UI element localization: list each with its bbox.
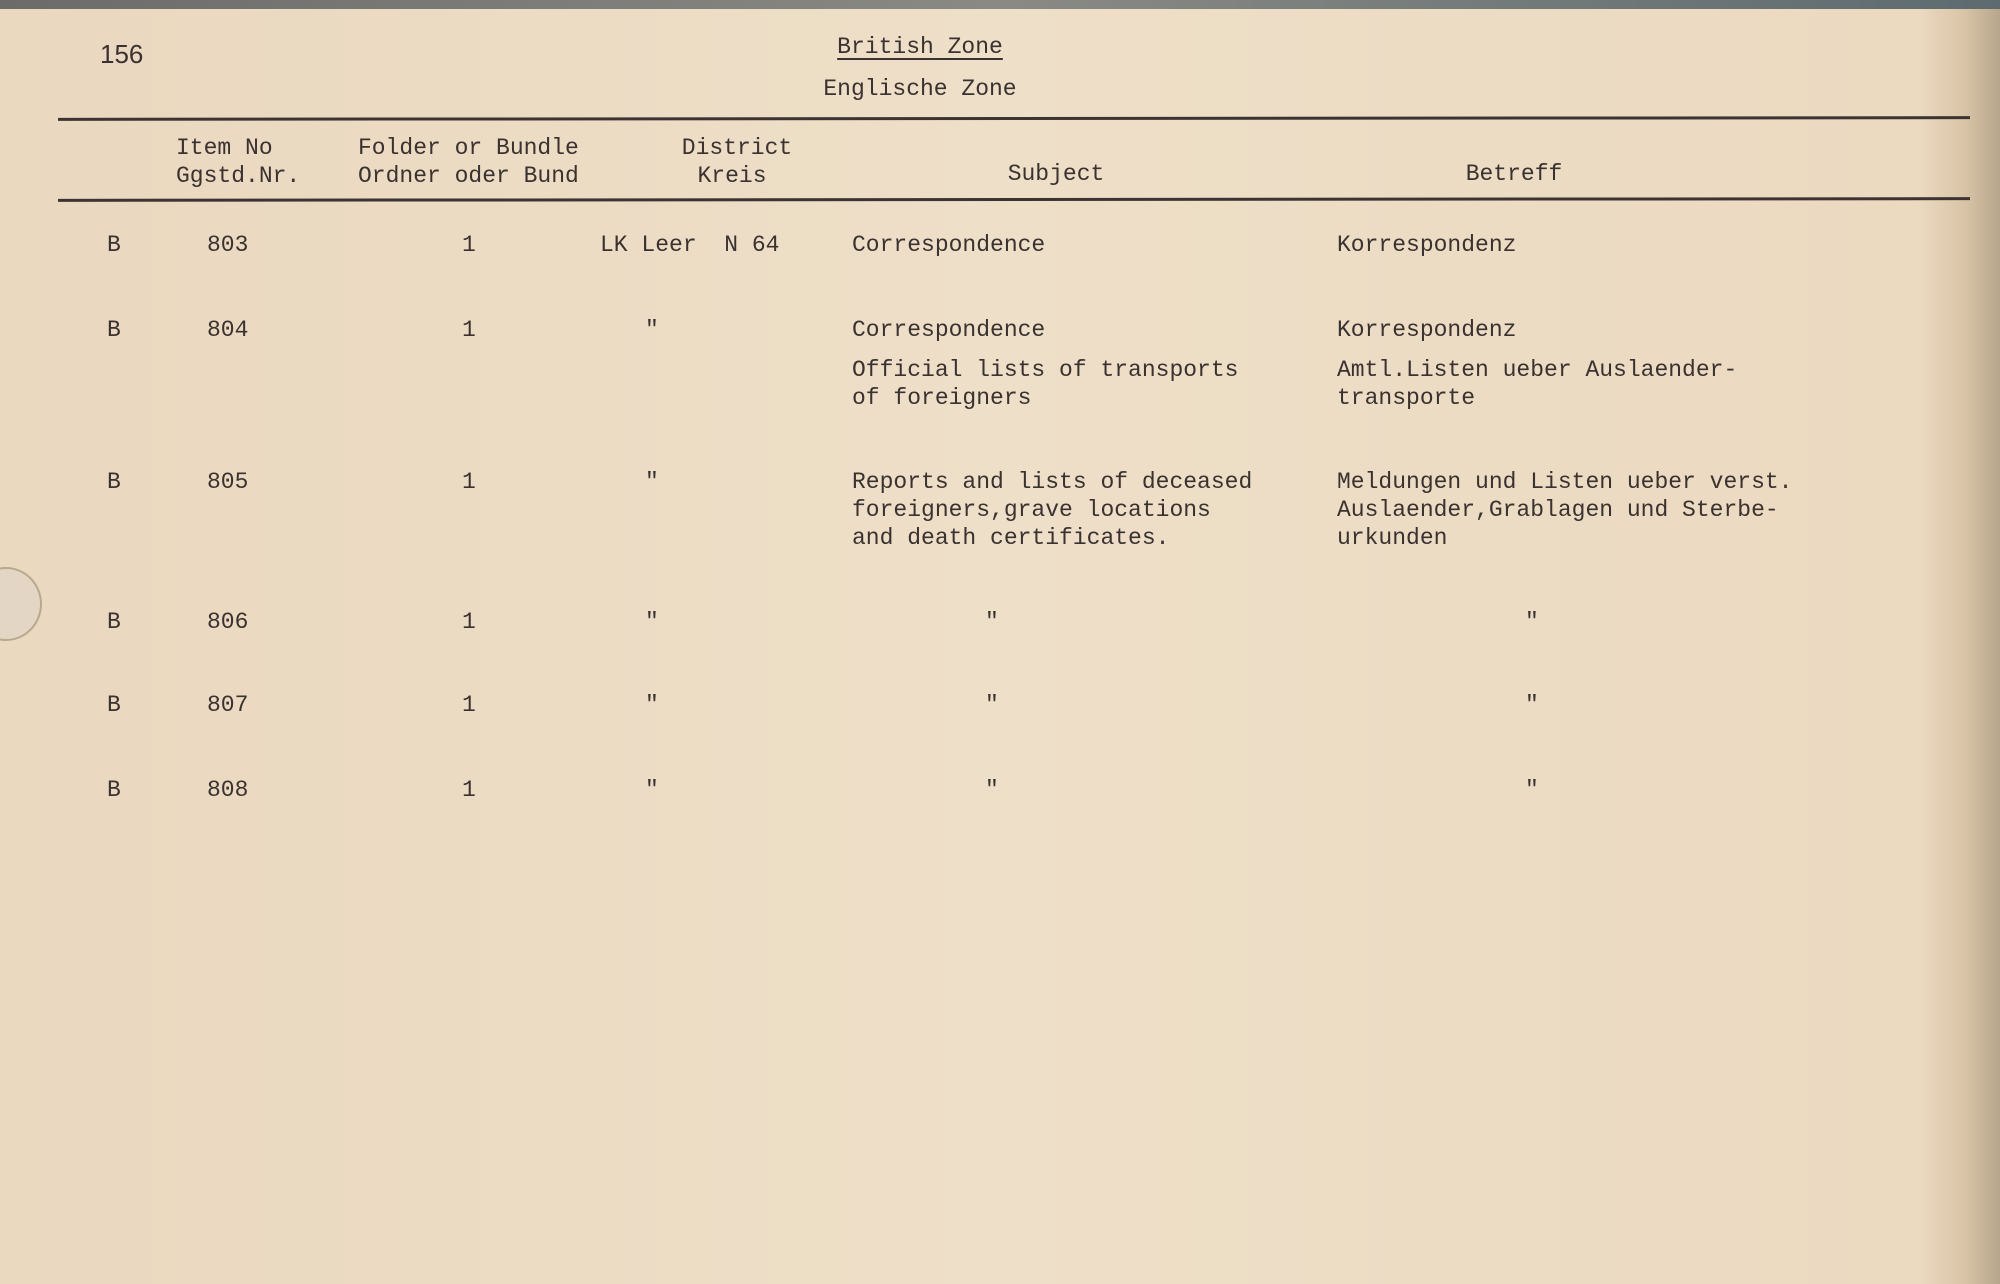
row-item-number: 806 bbox=[207, 609, 249, 635]
header-folder-de: Ordner oder Bund bbox=[358, 163, 579, 189]
row-subject-line: " bbox=[985, 692, 999, 718]
row-subject-line: Official lists of transports bbox=[852, 357, 1239, 383]
row-betreff-line: Korrespondenz bbox=[1337, 317, 1517, 343]
row-folder: 1 bbox=[462, 692, 476, 718]
row-district: " bbox=[645, 469, 659, 495]
row-item-number: 805 bbox=[207, 469, 249, 495]
row-item-number: 808 bbox=[207, 777, 249, 803]
page-number: 156 bbox=[100, 39, 144, 69]
row-subject-line: Correspondence bbox=[852, 317, 1046, 343]
header-item-no-de: Ggstd.Nr. bbox=[176, 163, 301, 189]
row-subject-line: and death certificates. bbox=[852, 525, 1170, 551]
row-item-number: 804 bbox=[207, 317, 249, 343]
row-folder: 1 bbox=[462, 232, 476, 258]
page-subtitle: Englische Zone bbox=[823, 76, 1017, 102]
row-district: " bbox=[645, 692, 659, 718]
binder-tab bbox=[0, 567, 42, 641]
row-subject-line: " bbox=[985, 609, 999, 635]
row-betreff-line: " bbox=[1525, 609, 1539, 635]
header-subject: Subject bbox=[1007, 161, 1105, 187]
row-betreff-line: transporte bbox=[1337, 385, 1476, 411]
header-rule-bottom bbox=[58, 197, 1970, 202]
header-folder-en: Folder or Bundle bbox=[358, 135, 579, 161]
header-district-en: District bbox=[681, 135, 793, 161]
row-prefix: B bbox=[107, 609, 121, 635]
row-prefix: B bbox=[107, 469, 121, 495]
row-district: " bbox=[645, 317, 659, 343]
header-betreff: Betreff bbox=[1465, 161, 1563, 187]
row-subject-line: Reports and lists of deceased bbox=[852, 469, 1253, 495]
row-folder: 1 bbox=[462, 777, 476, 803]
row-folder: 1 bbox=[462, 317, 476, 343]
row-subject-line: " bbox=[985, 777, 999, 803]
row-betreff-line: Amtl.Listen ueber Auslaender- bbox=[1337, 357, 1738, 383]
row-prefix: B bbox=[107, 232, 121, 258]
row-betreff-line: Korrespondenz bbox=[1337, 232, 1517, 258]
row-prefix: B bbox=[107, 692, 121, 718]
row-folder: 1 bbox=[462, 469, 476, 495]
row-betreff-line: Auslaender,Grablagen und Sterbe- bbox=[1337, 497, 1779, 523]
row-subject-line: foreigners,grave locations bbox=[852, 497, 1211, 523]
row-betreff-line: urkunden bbox=[1337, 525, 1448, 551]
row-betreff-line: " bbox=[1525, 692, 1539, 718]
header-district-de: Kreis bbox=[697, 163, 767, 189]
row-district: " bbox=[645, 609, 659, 635]
row-district: " bbox=[645, 777, 659, 803]
row-betreff-line: Meldungen und Listen ueber verst. bbox=[1337, 469, 1793, 495]
scan-edge bbox=[0, 0, 2000, 9]
row-item-number: 803 bbox=[207, 232, 249, 258]
row-prefix: B bbox=[107, 317, 121, 343]
row-folder: 1 bbox=[462, 609, 476, 635]
header-item-no-en: Item No bbox=[176, 135, 273, 161]
page-title: British Zone bbox=[837, 34, 1003, 60]
row-subject-line: Correspondence bbox=[852, 232, 1046, 258]
row-prefix: B bbox=[107, 777, 121, 803]
row-betreff-line: " bbox=[1525, 777, 1539, 803]
row-subject-line: of foreigners bbox=[852, 385, 1032, 411]
row-item-number: 807 bbox=[207, 692, 249, 718]
row-district: LK Leer N 64 bbox=[600, 232, 780, 258]
header-rule-top bbox=[58, 116, 1970, 121]
